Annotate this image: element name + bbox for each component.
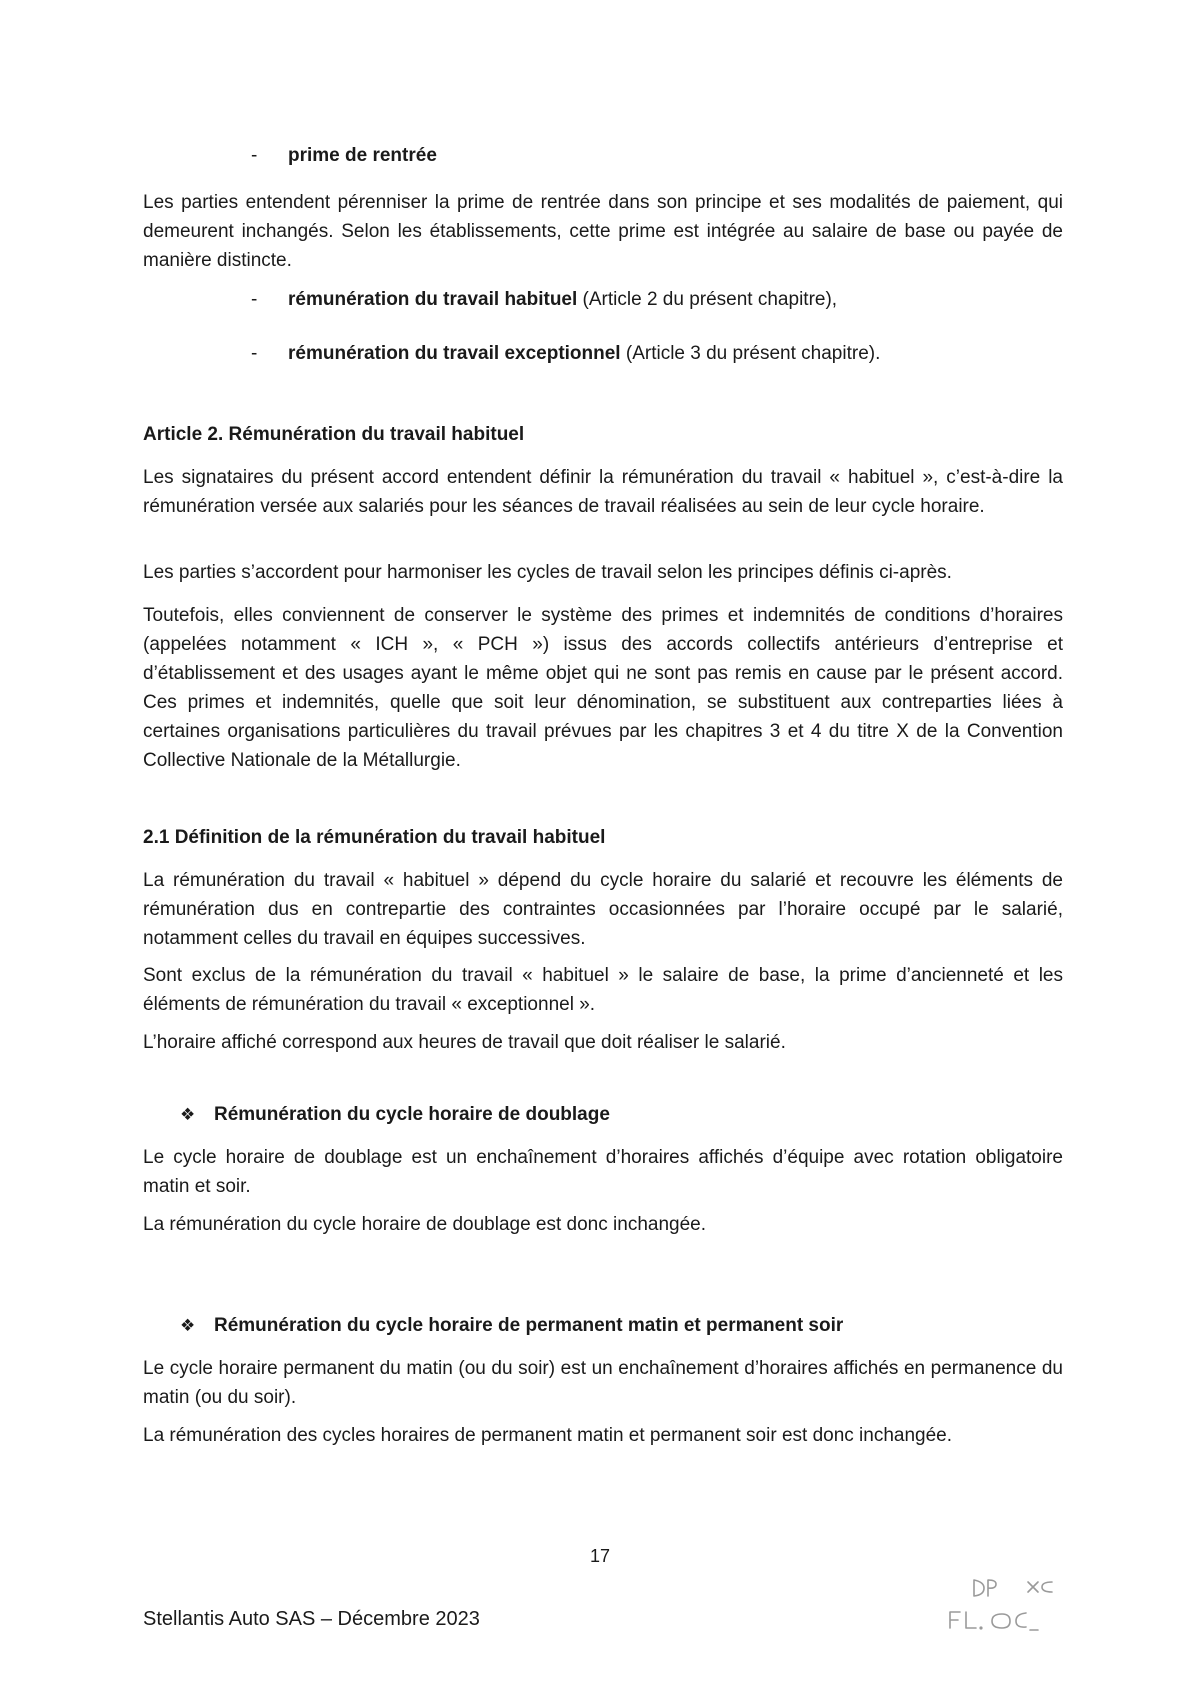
section-2-1-paragraph-3: L’horaire affiché correspond aux heures de travail que doit réaliser le salarié. <box>143 1032 786 1053</box>
bullet-dash: - <box>251 289 258 310</box>
page-number: 17 <box>589 1546 611 1566</box>
permanent-paragraph-2: La rémunération des cycles horaires de permanent matin et permanent soir est donc inchangée. <box>143 1425 953 1446</box>
bullet-dash: - <box>251 145 258 166</box>
bullet-rest-text: (Article 2 du présent chapitre), <box>577 289 838 310</box>
footer-text: Stellantis Auto SAS – Décembre 2023 <box>143 1608 480 1630</box>
section-2-1-paragraph-2: Sont exclus de la rémunération du travail « habituel » le salaire de base, la prime d’ancienneté et les éléments de rémunération du travail « exceptionnel ». <box>143 965 1063 1015</box>
section-2-1-heading: 2.1 Définition de la rémunération du travail habituel <box>143 827 606 848</box>
bullet-rest-text: (Article 3 du présent chapitre). <box>620 343 881 364</box>
paragraph-prime-rentree: Les parties entendent pérenniser la prime de rentrée dans son principe et ses modalités de paiement, qui demeurent inchangés. Selon les établissements, cette prime est intégrée au salaire de base ou payée de manière distincte. <box>143 192 1063 271</box>
doublage-paragraph-1: Le cycle horaire de doublage est un enchaînement d’horaires affichés d’équipe avec rotation obligatoire matin et soir. <box>143 1147 1063 1197</box>
article-2-paragraph-1: Les signataires du présent accord entendent définir la rémunération du travail « habituel », c’est-à-dire la rémunération versée aux salariés pour les séances de travail réalisées au sein de leur cycle horaire. <box>143 467 1063 517</box>
article-2-heading: Article 2. Rémunération du travail habituel <box>143 424 525 445</box>
diamond-bullet-icon: ❖ <box>180 1105 196 1124</box>
diamond-bullet-icon: ❖ <box>180 1316 196 1335</box>
bullet-bold-text: rémunération du travail habituel <box>288 289 578 310</box>
doublage-heading <box>180 1100 610 1129</box>
permanent-paragraph-1: Le cycle horaire permanent du matin (ou du soir) est un enchaînement d’horaires affichés en permanence du matin (ou du soir). <box>143 1358 1063 1408</box>
doublage-paragraph-2: La rémunération du cycle horaire de doublage est donc inchangée. <box>143 1214 706 1235</box>
article-2-paragraph-3: Toutefois, elles conviennent de conserver le système des primes et indemnités de conditions d’horaires (appelées notamment « ICH », « PCH ») issus des accords collectifs antérieurs d’entreprise et d’établissement et des usages ayant le même objet qui ne sont pas remis en cause par le présent accord. Ces primes et indemnités, quelle que soit leur dénomination, se substituent aux contreparties liées à certaines organisations particulières du travail prévues par les chapitres 3 et 4 du titre X de la Convention Collective Nationale de la Métallurgie. <box>143 605 1063 771</box>
section-2-1-paragraph-1: La rémunération du travail « habituel » dépend du cycle horaire du salarié et recouvre les éléments de rémunération dus en contrepartie des contraintes occasionnées par l’horaire occupé par le salarié, notamment celles du travail en équipes successives. <box>143 870 1063 949</box>
bullet-bold-text: rémunération du travail exceptionnel <box>288 343 621 364</box>
doublage-heading-text: Rémunération du cycle horaire de doublage <box>214 1104 610 1125</box>
article-2-paragraph-2: Les parties s’accordent pour harmoniser les cycles de travail selon les principes définis ci-après. <box>143 562 952 583</box>
permanent-heading-text: Rémunération du cycle horaire de permanent matin et permanent soir <box>214 1315 844 1336</box>
permanent-heading <box>180 1311 843 1340</box>
bullet-dash: - <box>251 343 258 364</box>
handwritten-initials-signature <box>940 1570 1080 1640</box>
bullet-bold-text: prime de rentrée <box>288 145 437 166</box>
